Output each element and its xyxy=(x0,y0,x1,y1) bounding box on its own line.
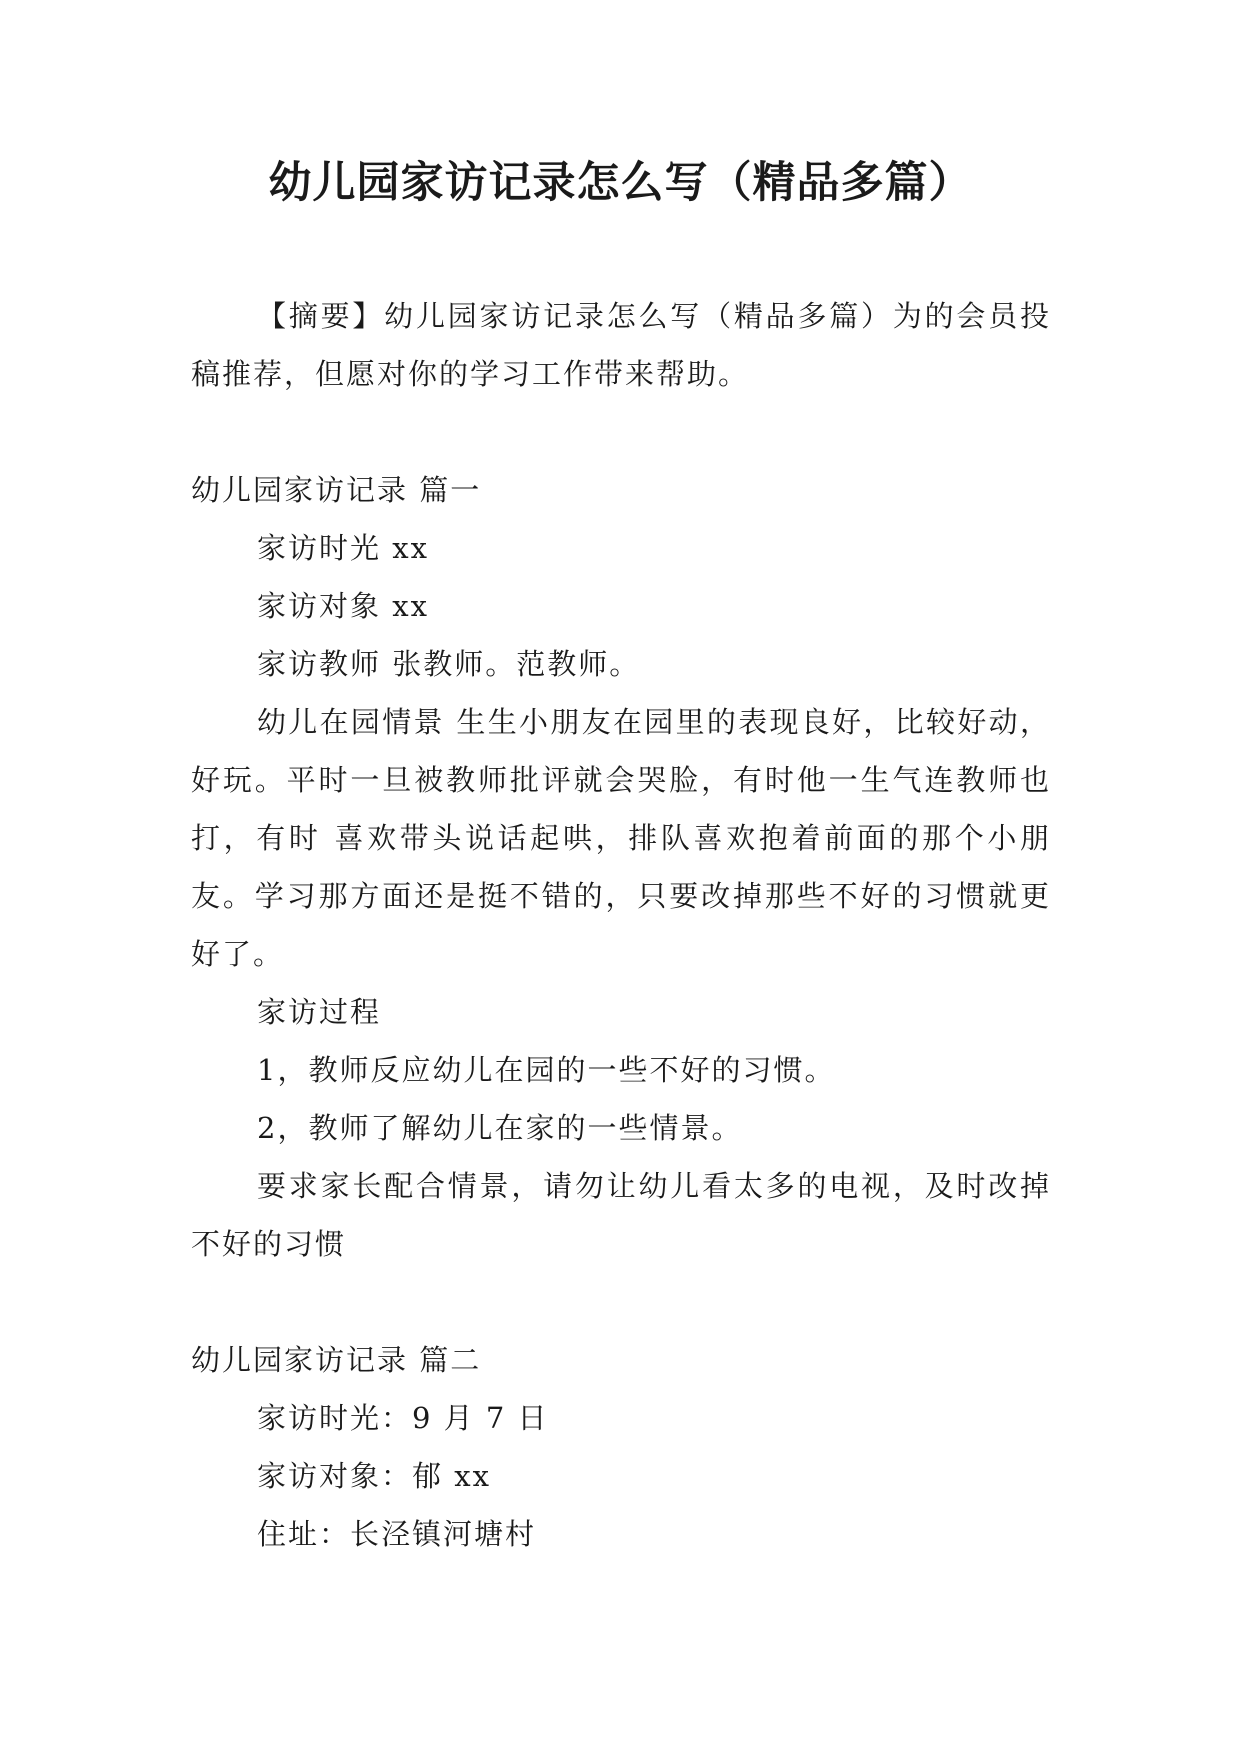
process-item-1: 1，教师反应幼儿在园的一些不好的习惯。 xyxy=(257,1053,836,1087)
section-two xyxy=(191,1331,1051,1563)
document-title: 幼儿园家访记录怎么写（精品多篇） xyxy=(268,158,973,208)
child-situation-paragraph: 幼儿在园情景 生生小朋友在园里的表现良好，比较好动，好玩。平时一旦被教师批评就会哭脸，有时他一生气连教师也打，有时 喜欢带头说话起哄，排队喜欢抱着前面的那个小朋友。学习那方面还是挺不错的，只要改掉那些不好的习惯就更好了。 xyxy=(191,705,1051,971)
spacer xyxy=(191,1273,1051,1331)
visit-time-line: 家访时光 xx xyxy=(257,531,429,565)
visit-target-line: 家访对象：郁 xx xyxy=(257,1459,491,1493)
visit-target-line: 家访对象 xx xyxy=(257,589,429,623)
request-paragraph: 要求家长配合情景，请勿让幼儿看太多的电视，及时改掉不好的习惯 xyxy=(191,1169,1051,1261)
visit-time-line: 家访时光：9 月 7 日 xyxy=(257,1401,549,1435)
spacer xyxy=(191,403,1051,461)
section-one xyxy=(191,461,1051,1273)
section-two-heading: 幼儿园家访记录 篇二 xyxy=(191,1343,482,1377)
abstract-paragraph: 【摘要】幼儿园家访记录怎么写（精品多篇）为的会员投稿推荐，但愿对你的学习工作带来帮助。 xyxy=(191,299,1051,391)
document-body xyxy=(191,287,1051,1563)
process-heading: 家访过程 xyxy=(257,995,382,1029)
process-item-2: 2，教师了解幼儿在家的一些情景。 xyxy=(257,1111,743,1145)
visit-teacher-line: 家访教师 张教师。范教师。 xyxy=(257,647,641,681)
section-one-heading: 幼儿园家访记录 篇一 xyxy=(191,473,482,507)
address-line: 住址：长泾镇河塘村 xyxy=(257,1517,537,1551)
